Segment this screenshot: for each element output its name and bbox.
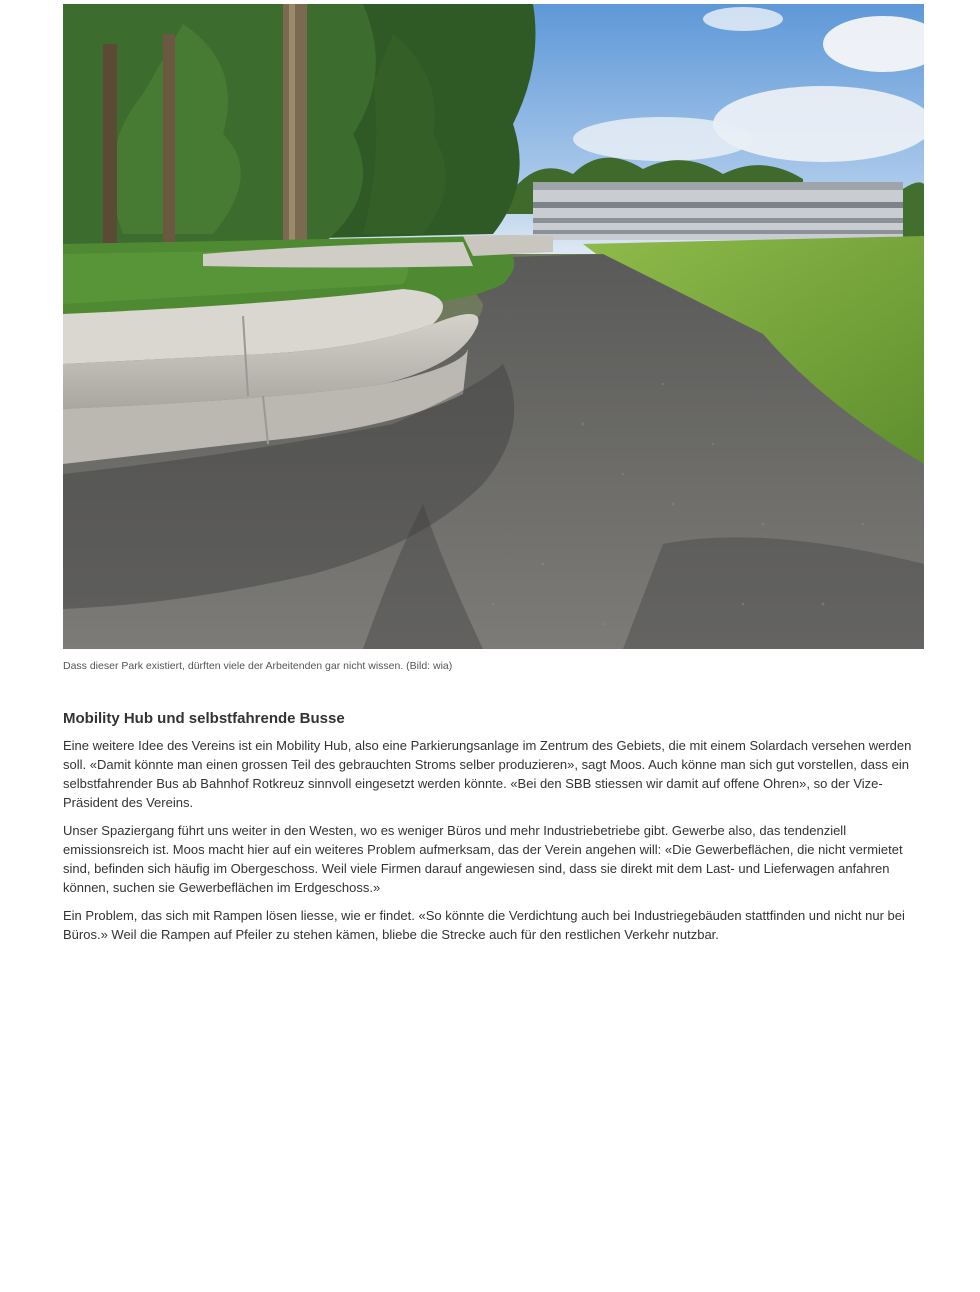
article-photo bbox=[63, 4, 924, 649]
photo-caption: Dass dieser Park existiert, dürften viele der Arbeitenden gar nicht wissen. (Bild: wia) bbox=[63, 660, 453, 672]
paragraph-3: Ein Problem, das sich mit Rampen lösen liesse, wie er findet. «So könnte die Verdichtung auch bei Industriegebäuden stattfinden und nicht nur bei Büros.» Weil die Rampen auf Pfeiler zu stehen kämen, bliebe die Strecke auch für den restlichen Verkehr nutzbar. bbox=[63, 908, 905, 942]
park-photo-illustration bbox=[63, 4, 924, 649]
paragraph-2: Unser Spaziergang führt uns weiter in den Westen, wo es weniger Büros und mehr Industriebetriebe gibt. Gewerbe also, das tendenziell emissionsreich ist. Moos macht hier auf ein weiteres Problem aufmerksam, das der Verein angehen will: «Die Gewerbeflächen, die nicht vermietet sind, befinden sich häufig im Obergeschoss. Weil viele Firmen darauf angewiesen sind, dass sie direkt mit dem Last- und Lieferwagen anfahren können, suchen sie Gewerbeflächen im Erdgeschoss.» bbox=[63, 823, 903, 895]
article bbox=[63, 4, 924, 944]
section-heading: Mobility Hub und selbstfahrende Busse bbox=[63, 710, 345, 727]
paragraph-1: Eine weitere Idee des Vereins ist ein Mobility Hub, also eine Parkierungsanlage im Zentrum des Gebiets, die mit einem Solardach versehen werden soll. «Damit könnte man einen grossen Teil des gebrauchten Stroms selber produzieren», sagt Moos. Auch könne man sich gut vorstellen, dass ein selbstfahrender Bus ab Bahnhof Rotkreuz sinnvoll eingesetzt werden könnte. «Bei den SBB stiessen wir damit auf offene Ohren», so der Vize-Präsident des Vereins. bbox=[63, 738, 912, 810]
